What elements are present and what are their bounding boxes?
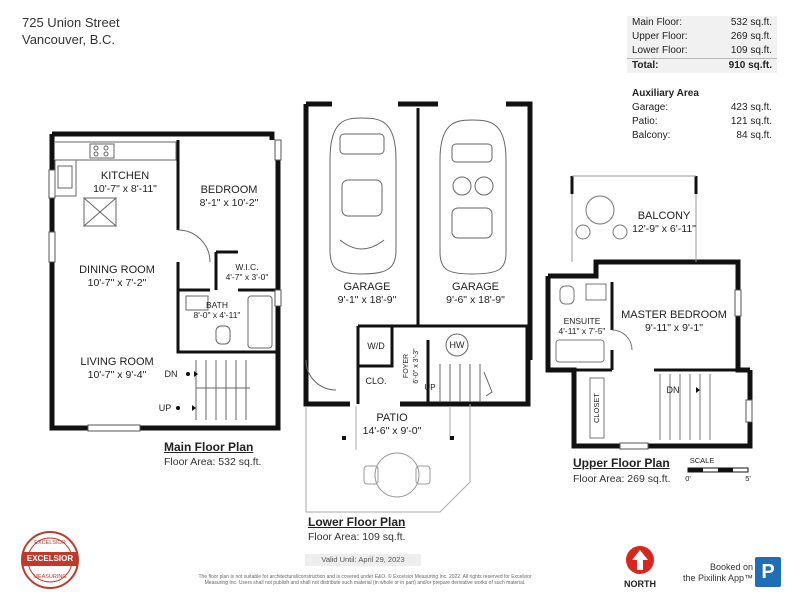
room-balcony: BALCONY 12'-9" x 6'-11" bbox=[632, 210, 696, 235]
lower-floor-area: Floor Area: 109 sq.ft. bbox=[308, 531, 406, 543]
pixilink-text: Booked on the Pixilink App™ bbox=[682, 562, 753, 583]
toilet bbox=[216, 326, 230, 344]
pixilink-app-icon[interactable]: P bbox=[755, 557, 781, 587]
scale-min: 0' bbox=[685, 474, 691, 483]
aux-row-garage: Garage: 423 sq.ft. bbox=[632, 102, 772, 113]
upper-bottom-wall bbox=[648, 370, 750, 446]
window-master bbox=[735, 290, 741, 316]
room-garage-2: GARAGE 9'-6" x 18'-9" bbox=[446, 281, 505, 306]
badge-bottom-text: MEASURING bbox=[33, 574, 67, 580]
upper-floor-area: Floor Area: 269 sq.ft. bbox=[573, 473, 671, 485]
window-kitchen bbox=[49, 170, 55, 198]
scale-max: 5' bbox=[745, 474, 751, 483]
main-floor-title: Main Floor Plan bbox=[164, 440, 254, 454]
auxiliary-title: Auxiliary Area bbox=[632, 88, 699, 99]
main-dn-label: DN bbox=[164, 369, 178, 379]
north-arrow bbox=[626, 546, 654, 574]
hw-label: HW bbox=[449, 340, 465, 350]
north-label: NORTH bbox=[624, 579, 656, 589]
window-living bbox=[88, 425, 140, 431]
lower-up-label: UP bbox=[424, 383, 436, 392]
bedroom-lower-wall bbox=[178, 262, 210, 290]
stove bbox=[90, 144, 114, 158]
room-dining: DINING ROOM 10'-7" x 7'-2" bbox=[79, 264, 155, 289]
upper-stairs bbox=[660, 374, 710, 440]
badge-middle-text: EXCELSIOR bbox=[26, 554, 74, 563]
door-swing-bedroom bbox=[178, 230, 210, 262]
aux-row-patio: Patio: 121 sq.ft. bbox=[632, 116, 772, 127]
room-living: LIVING ROOM 10'-7" x 9'-4" bbox=[80, 356, 154, 381]
scale-bar bbox=[688, 468, 748, 472]
upper-dn-arrow bbox=[686, 387, 700, 393]
disclaimer: The floor plan is not suitable for architectural/construction and is covered under E&O. © Excelsior Measuring Inc. 2022. All rights reserved for Excelsior Measuring Inc. Users shall not publish and shall not distribute such material (in whole or in part) and/or prepare derivative works of such material. bbox=[198, 574, 532, 586]
badge-top-text: EXCELSIOR bbox=[34, 540, 66, 546]
upper-floor-title: Upper Floor Plan bbox=[573, 456, 670, 470]
address-line-1: 725 Union Street bbox=[22, 15, 120, 30]
clo-label: CLO. bbox=[365, 376, 387, 386]
room-kitchen: KITCHEN 10'-7" x 8'-11" bbox=[93, 170, 157, 195]
patio-table bbox=[375, 453, 419, 497]
room-wic: W.I.C. 4'-7" x 3'-0" bbox=[225, 262, 269, 282]
area-row-lower: Lower Floor: 109 sq.ft. bbox=[632, 45, 772, 56]
room-patio: PATIO 14'-6" x 9'-0" bbox=[362, 412, 422, 437]
room-garage-1: GARAGE 9'-1" x 18'-9" bbox=[337, 281, 397, 306]
room-ensuite: ENSUITE 4'-11" x 7'-5" bbox=[558, 316, 606, 336]
closet-label: CLOSET bbox=[592, 393, 601, 424]
main-floor-area: Floor Area: 532 sq.ft. bbox=[164, 456, 262, 468]
wd-label: W/D bbox=[367, 341, 385, 351]
window-dining bbox=[49, 232, 55, 262]
lower-floor-title: Lower Floor Plan bbox=[308, 515, 406, 529]
balcony-ends bbox=[572, 176, 696, 194]
foyer-label: FOYER 6'-0" x 3'-3" bbox=[403, 348, 420, 384]
room-bedroom: BEDROOM 8'-1" x 10'-2" bbox=[199, 184, 259, 209]
area-row-total: Total: 910 sq.ft. bbox=[627, 58, 777, 73]
upper-left-wall bbox=[548, 276, 620, 446]
area-row-main: Main Floor: 532 sq.ft. bbox=[632, 17, 772, 28]
car-2 bbox=[440, 120, 506, 274]
upper-dn-label: DN bbox=[666, 385, 680, 395]
upper-top-wall bbox=[548, 262, 738, 290]
main-up-arrow bbox=[180, 405, 196, 411]
address-line-2: Vancouver, B.C. bbox=[22, 32, 115, 47]
ensuite-tub bbox=[556, 340, 604, 362]
ensuite-toilet bbox=[560, 286, 574, 304]
area-row-upper: Upper Floor: 269 sq.ft. bbox=[632, 31, 772, 42]
room-master-bedroom: MASTER BEDROOM 9'-11" x 9'-1" bbox=[621, 309, 727, 334]
door-swing-garage bbox=[306, 360, 336, 390]
room-bath: BATH 8'-0" x 4'-11" bbox=[193, 300, 241, 320]
scale-label: SCALE bbox=[689, 456, 715, 465]
valid-until: Valid Until: April 29, 2023 bbox=[305, 554, 421, 566]
window-bedroom bbox=[275, 140, 281, 160]
aux-row-balcony: Balcony: 84 sq.ft. bbox=[632, 130, 772, 141]
main-top-wall bbox=[52, 134, 272, 140]
main-up-label: UP bbox=[158, 403, 172, 413]
